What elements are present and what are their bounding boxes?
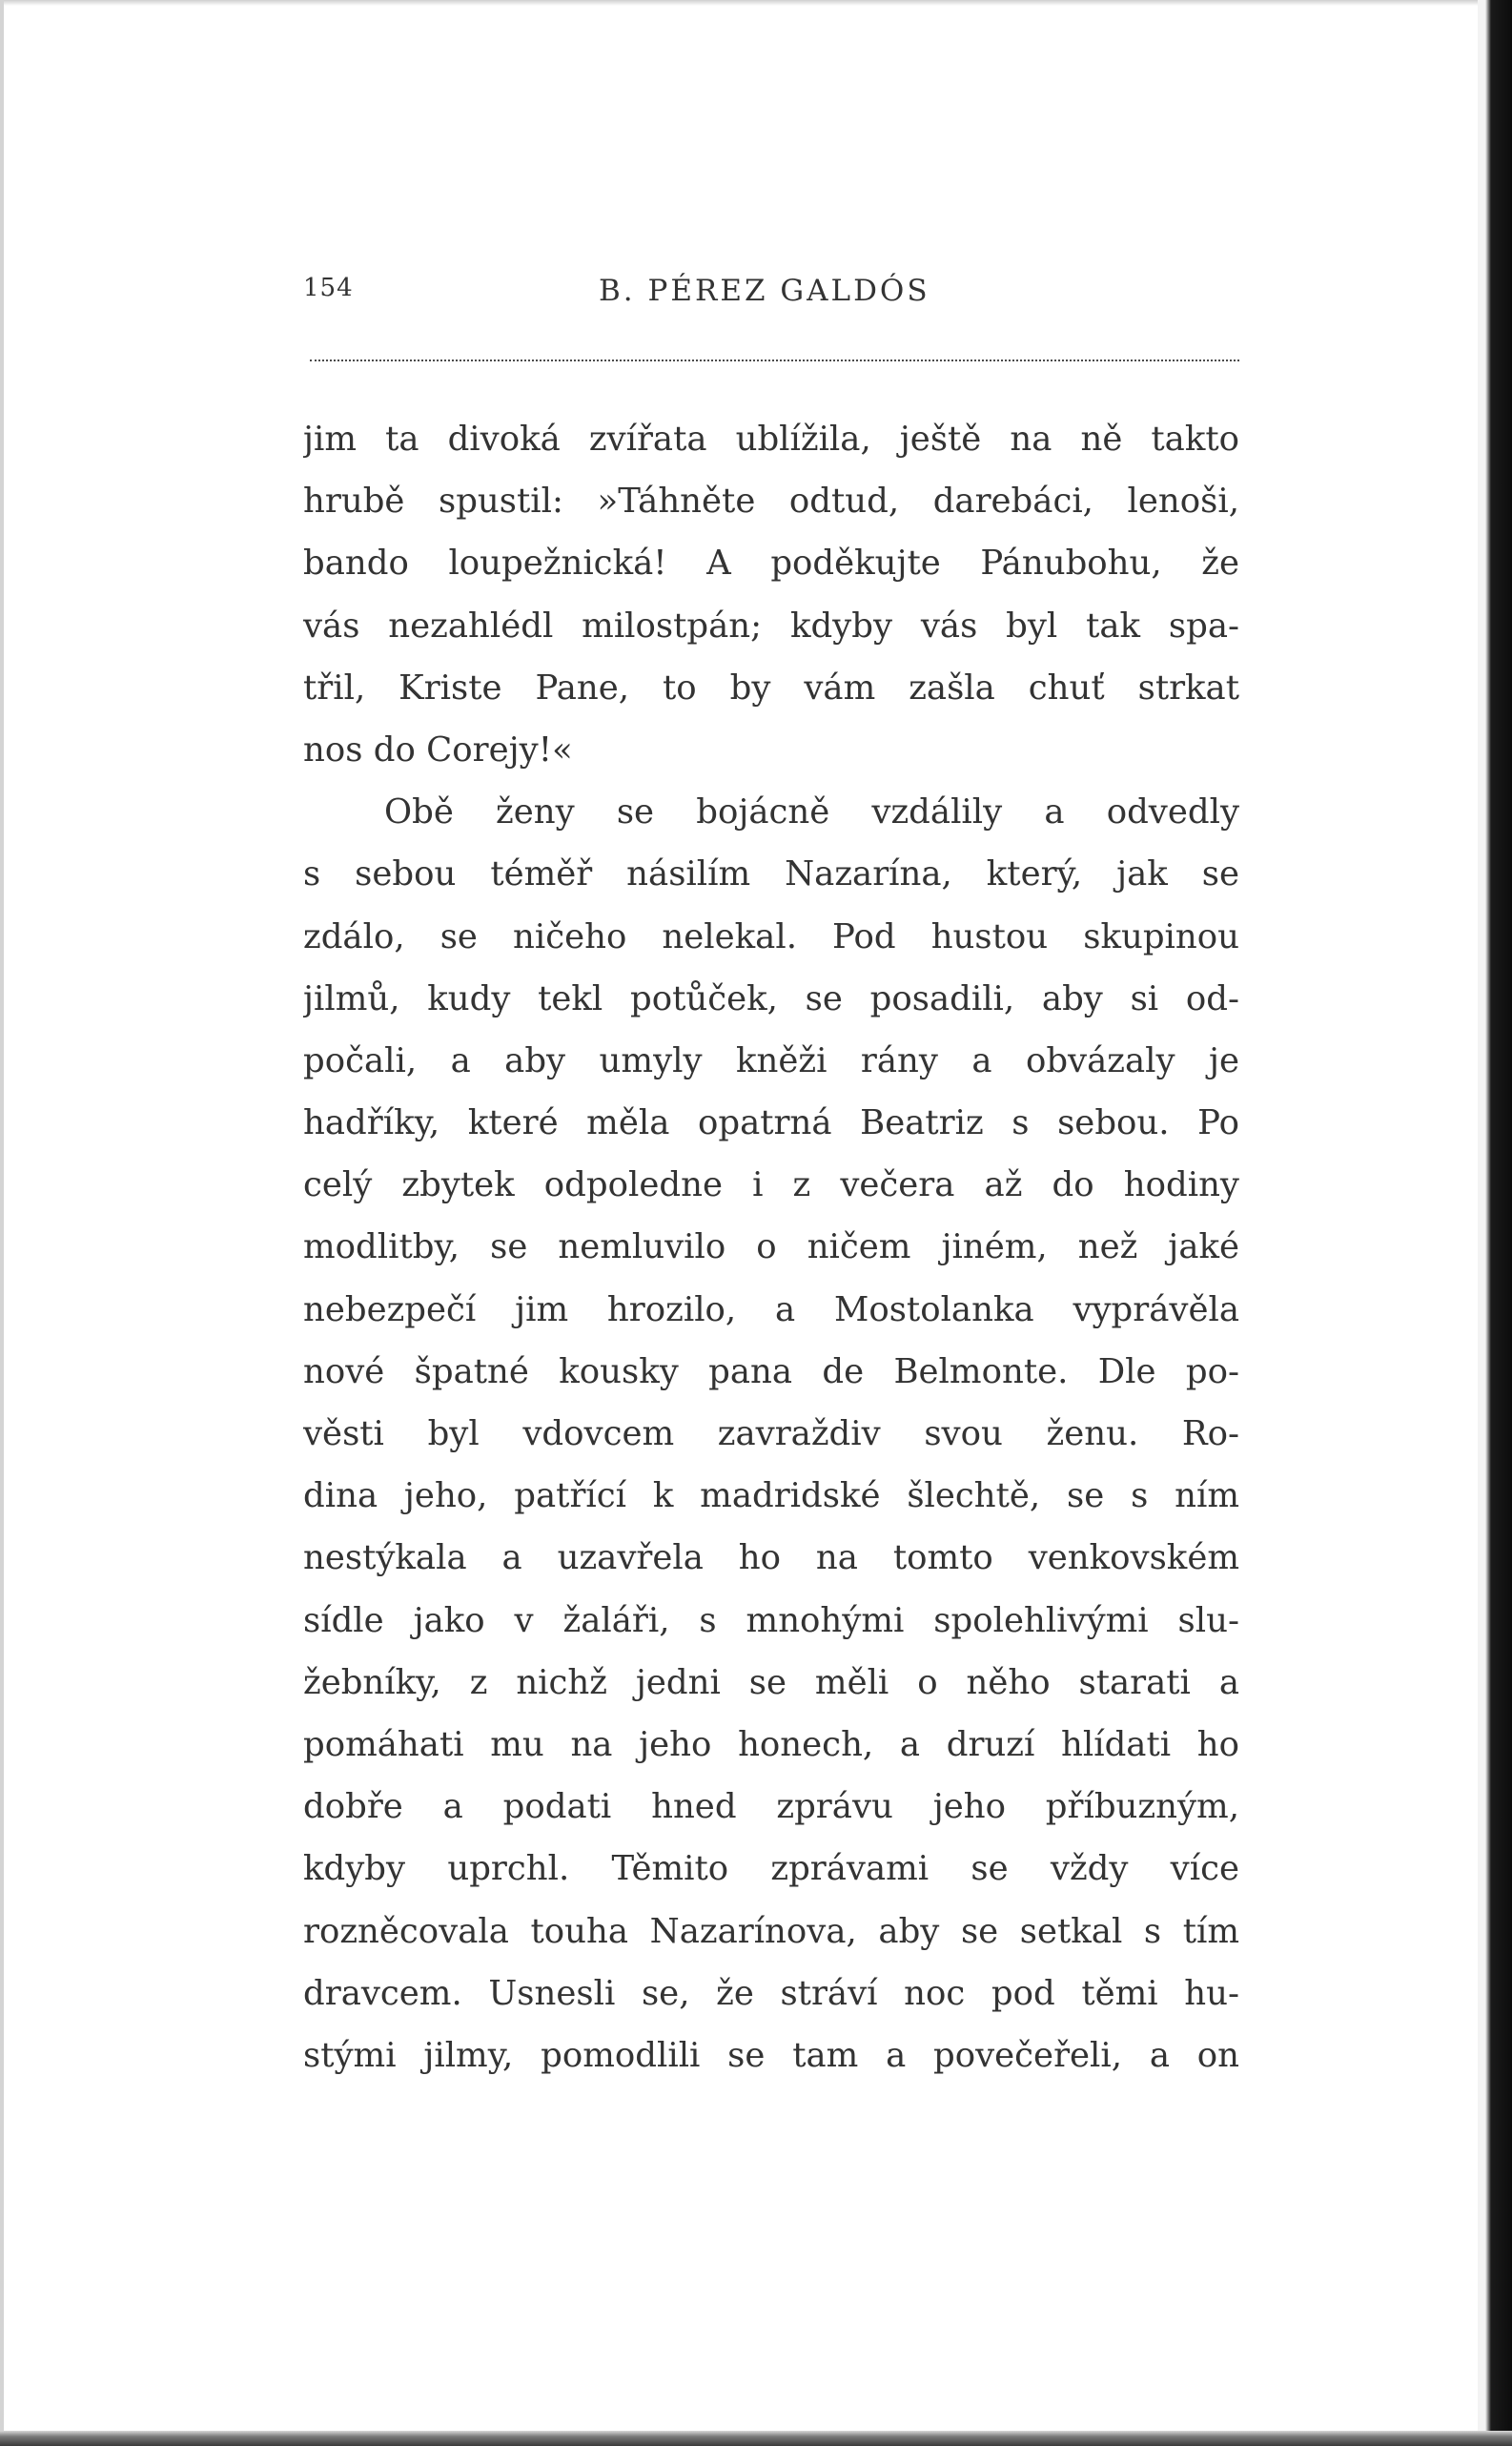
text-line: Obě ženy se bojácně vzdálily a odvedly <box>384 792 1239 832</box>
text-line: pomáhati mu na jeho honech, a druzí hlídati ho <box>303 1724 1239 1764</box>
page-number: 154 <box>303 274 354 302</box>
text-line: nové špatné kousky pana de Belmonte. Dle po- <box>303 1351 1239 1391</box>
text-line: sídle jako v žaláři, s mnohými spolehlivými slu- <box>303 1600 1239 1640</box>
scan-edge-right <box>1478 0 1512 2446</box>
text-line: hrubě spustil: »Táhněte odtud, darebáci, lenoši, <box>303 482 1239 522</box>
text-line: celý zbytek odpoledne i z večera až do hodiny <box>303 1165 1239 1205</box>
running-head: B. PÉREZ GALDÓS <box>599 274 930 308</box>
page-header <box>303 270 1239 318</box>
text-line: žebníky, z nichž jedni se měli o něho starati a <box>303 1662 1239 1702</box>
scan-edge-left <box>0 0 4 2446</box>
text-line: modlitby, se nemluvilo o ničem jiném, než jaké <box>303 1227 1239 1267</box>
text-line: věsti byl vdovcem zavraždiv svou ženu. Ro- <box>303 1414 1239 1453</box>
body-text <box>303 408 1239 2086</box>
text-line: nestýkala a uzavřela ho na tomto venkovském <box>303 1538 1239 1578</box>
text-line: zdálo, se ničeho nelekal. Pod hustou skupinou <box>303 916 1239 956</box>
text-line: nos do Corejy!« <box>303 730 573 770</box>
text-line: hadříky, které měla opatrná Beatriz s sebou. Po <box>303 1103 1239 1143</box>
text-line: dravcem. Usnesli se, že stráví noc pod těmi hu- <box>303 1973 1239 2013</box>
text-line: dina jeho, patřící k madridské šlechtě, se s ním <box>303 1476 1239 1516</box>
text-line: kdyby uprchl. Těmito zprávami se vždy více <box>303 1849 1239 1889</box>
scan-edge-top <box>0 0 1478 6</box>
text-line: rozněcovala touha Nazarínova, aby se setkal s tím <box>303 1911 1239 1951</box>
scan-edge-bottom <box>0 2431 1512 2446</box>
text-line: bando loupežnická! A poděkujte Pánubohu, že <box>303 544 1239 584</box>
text-line: nebezpečí jim hrozilo, a Mostolanka vyprávěla <box>303 1289 1239 1329</box>
text-line: dobře a podati hned zprávu jeho příbuzným, <box>303 1787 1239 1827</box>
text-line: počali, a aby umyly kněži rány a obvázaly je <box>303 1040 1239 1080</box>
header-dotted-rule <box>310 360 1239 361</box>
text-line: s sebou téměř násilím Nazarína, který, jak se <box>303 854 1239 894</box>
text-line: stými jilmy, pomodlili se tam a povečeřeli, a on <box>303 2035 1239 2075</box>
text-line: vás nezahlédl milostpán; kdyby vás byl tak spa- <box>303 606 1239 646</box>
text-line: třil, Kriste Pane, to by vám zašla chuť strkat <box>303 668 1239 708</box>
text-line: jilmů, kudy tekl potůček, se posadili, aby si od- <box>303 978 1239 1018</box>
text-line: jim ta divoká zvířata ublížila, ještě na ně takto <box>303 420 1239 459</box>
